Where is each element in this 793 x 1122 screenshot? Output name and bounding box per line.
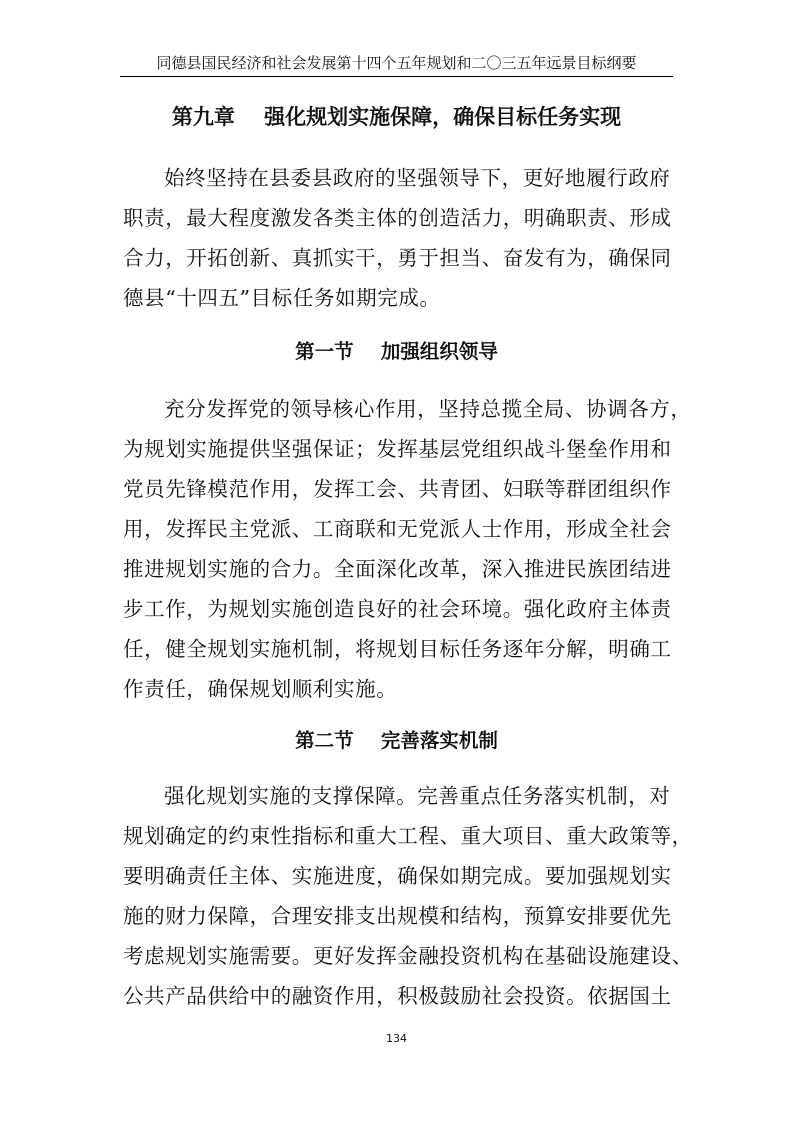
paragraph-line: 规划确定的约束性指标和重大工程、重大项目、重大政策等， — [123, 824, 693, 848]
header-divider — [120, 76, 673, 77]
chapter-title: 第九章 强化规划实施保障，确保目标任务实现 — [171, 105, 622, 129]
paragraph-line: 施的财力保障，合理安排支出规模和结构，预算安排要优先 — [123, 904, 672, 928]
paragraph-line: 始终坚持在县委县政府的坚强领导下，更好地履行政府 — [164, 166, 671, 190]
paragraph-line: 步工作，为规划实施创造良好的社会环境。强化政府主体责 — [123, 597, 672, 621]
chapter-intro-paragraph — [123, 158, 683, 318]
paragraph-line: 强化规划实施的支撑保障。完善重点任务落实机制，对 — [164, 784, 671, 808]
running-header: 同德县国民经济和社会发展第十四个五年规划和二〇三五年远景目标纲要 — [156, 54, 637, 72]
section-2-paragraph — [123, 776, 693, 1016]
section-title: 第一节 加强组织领导 — [295, 340, 498, 363]
paragraph-line: 推进规划实施的合力。全面深化改革，深入推进民族团结进 — [123, 557, 672, 581]
paragraph-line: 党员先锋模范作用，发挥工会、共青团、妇联等群团组织作 — [123, 477, 672, 501]
page-number: 134 — [386, 1032, 407, 1045]
paragraph-line: 作责任，确保规划顺利实施。 — [123, 677, 398, 701]
paragraph-line: 合力，开拓创新、真抓实干，勇于担当、奋发有为，确保同 — [123, 246, 672, 270]
section-1-paragraph — [123, 389, 692, 709]
paragraph-line: 职责，最大程度激发各类主体的创造活力，明确职责、形成 — [123, 206, 672, 230]
paragraph-line: 充分发挥党的领导核心作用，坚持总揽全局、协调各方， — [164, 397, 692, 421]
paragraph-line: 德县“十四五”目标任务如期完成。 — [123, 286, 441, 310]
paragraph-line: 用，发挥民主党派、工商联和无党派人士作用，形成全社会 — [123, 517, 672, 541]
section-title: 第二节 完善落实机制 — [295, 729, 498, 752]
paragraph-line: 考虑规划实施需要。更好发挥金融投资机构在基础设施建设、 — [123, 944, 693, 968]
paragraph-line: 为规划实施提供坚强保证；发挥基层党组织战斗堡垒作用和 — [123, 437, 672, 461]
paragraph-line: 要明确责任主体、实施进度，确保如期完成。要加强规划实 — [123, 864, 672, 888]
paragraph-line: 公共产品供给中的融资作用，积极鼓励社会投资。依据国土 — [123, 984, 672, 1008]
paragraph-line: 任，健全规划实施机制，将规划目标任务逐年分解，明确工 — [123, 637, 672, 661]
